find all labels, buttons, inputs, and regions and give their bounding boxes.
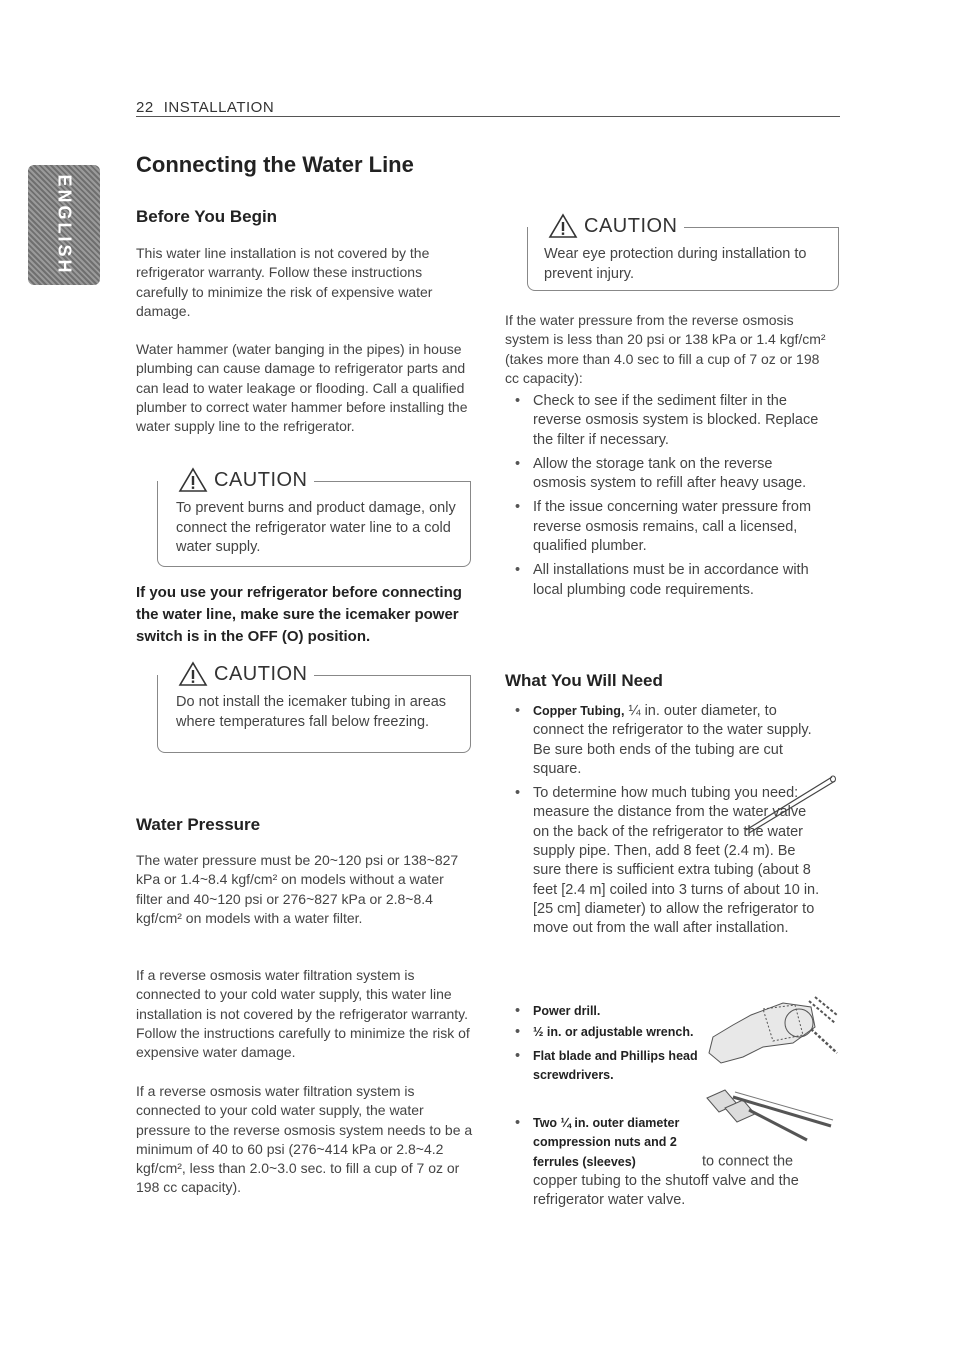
list-item: • Allow the storage tank on the reverse osmosis system to refill after heavy usage. (505, 455, 825, 494)
water-pressure-paragraph-2: If a reverse osmosis water filtration system is connected to your cold water supply, this water line installation is not covered by the refrigerator warranty. Follow the instructions carefully to minimize the risk of expensive water damage. (136, 967, 470, 1061)
warning-triangle-icon (178, 661, 208, 687)
icemaker-power-note: If you use your refrigerator before connecting the water line, make sure the icemaker power switch is in the OFF (O) position. (136, 584, 462, 645)
caution-label: CAUTION (584, 214, 678, 237)
warning-triangle-icon (548, 213, 578, 239)
caution-label: CAUTION (214, 662, 308, 685)
caution-header (542, 213, 684, 239)
language-tab-label: ENGLISH (54, 174, 75, 276)
list-item-screwdrivers: • Flat blade and Phillips head screwdrivers. (505, 1047, 705, 1086)
tools-list-3 (505, 1114, 825, 1210)
tools-list-2 (505, 1002, 705, 1089)
page-header (136, 99, 274, 116)
section-name: INSTALLATION (163, 99, 275, 116)
heading-what-you-will-need: What You Will Need (505, 671, 663, 690)
caution-header (172, 467, 314, 493)
list-item-compression-nuts: • Two ¼ in. outer diameter compression nuts and 2 ferrules (sleeves) to connect the copper tubing to the shutoff valve and the refrigerator water valve. (505, 1114, 825, 1210)
heading-water-pressure: Water Pressure (136, 815, 261, 834)
item-text: to connect the copper tubing to the shutoff valve and the refrigerator water valve. (533, 1153, 799, 1209)
list-item: • All installations must be in accordance with local plumbing code requirements. (505, 561, 825, 600)
caution-header (172, 661, 314, 687)
reverse-osmosis-intro: If the water pressure from the reverse osmosis system is less than 20 psi or 138 kPa or 1.4 kgf/cm² (takes more than 4.0 sec to fill a cup of 7 oz or 198 cc capacity): (505, 312, 826, 386)
list-item-wrench: • ½ in. or adjustable wrench. (505, 1023, 705, 1042)
water-pressure-paragraph-1: The water pressure must be 20~120 psi or 138~827 kPa or 1.4~8.4 kgf/cm² on models without a water filter and 40~120 psi or 276~827 kPa or 2.8~8.4 kgf/cm² on models with a water filter. (136, 852, 459, 926)
page-number: 22 (136, 99, 154, 116)
copper-tubing-illustration (742, 772, 838, 834)
page-title: Connecting the Water Line (136, 152, 414, 177)
list-item: • Check to see if the sediment filter in the reverse osmosis system is blocked. Replace the filter if necessary. (505, 392, 825, 450)
reverse-osmosis-list (505, 392, 825, 600)
item-text: ¼ in. outer diameter, to connect the refrigerator to the water supply. Be sure both ends of the tubing are cut square. (533, 703, 812, 777)
header-rule (136, 116, 840, 117)
caution-text: Wear eye protection during installation to prevent injury. (544, 246, 807, 282)
list-item-power-drill: • Power drill. (505, 1002, 705, 1021)
warning-triangle-icon (178, 467, 208, 493)
before-begin-paragraph-2: Water hammer (water banging in the pipes) in house plumbing can cause damage to refrigerator parts and can lead to water leakage or flooding. Call a qualified plumber to correct water hammer before installing the water supply line to the refrigerator. (136, 341, 468, 435)
list-item: • If the issue concerning water pressure from reverse osmosis remains, call a licensed, qualified plumber. (505, 498, 825, 556)
power-drill-illustration (703, 995, 841, 1065)
list-item-copper-tubing (505, 702, 823, 779)
caution-box-eye-protection (527, 214, 839, 291)
caution-box-burns (157, 468, 471, 567)
caution-box-freezing (157, 662, 471, 753)
caution-text: To prevent burns and product damage, only connect the refrigerator water line to a cold water supply. (176, 500, 456, 555)
caution-label: CAUTION (214, 468, 308, 491)
caution-text: Do not install the icemaker tubing in areas where temperatures fall below freezing. (176, 694, 447, 730)
water-pressure-paragraph-3: If a reverse osmosis water filtration system is connected to your cold water supply, the water pressure to the reverse osmosis system needs to be a minimum of 40 to 60 psi (276~414 kPa or 2.8~4.2 kgf/cm², less than 2.0~3.0 sec. to fill a cup of 7 oz or 198 cc capacity). (136, 1083, 473, 1196)
item-text: To determine how much tubing you need: measure the distance from the water valve on the back of the refrigerator to the water supply pipe. Then, add 8 feet (2.4 m). Be sure there is sufficient extra tubing (about 8 feet [2.4 m] coiled into 3 turns of about 10 in. [25 cm] diameter) to allow the refrigerator to move out from the wall after installation. (533, 785, 820, 937)
before-begin-paragraph-1: This water line installation is not covered by the refrigerator warranty. Follow these instructions carefully to minimize the risk of expensive water damage. (136, 245, 433, 319)
heading-before-you-begin: Before You Begin (136, 207, 278, 226)
language-tab (28, 165, 100, 285)
item-title: Copper Tubing, (533, 704, 625, 718)
